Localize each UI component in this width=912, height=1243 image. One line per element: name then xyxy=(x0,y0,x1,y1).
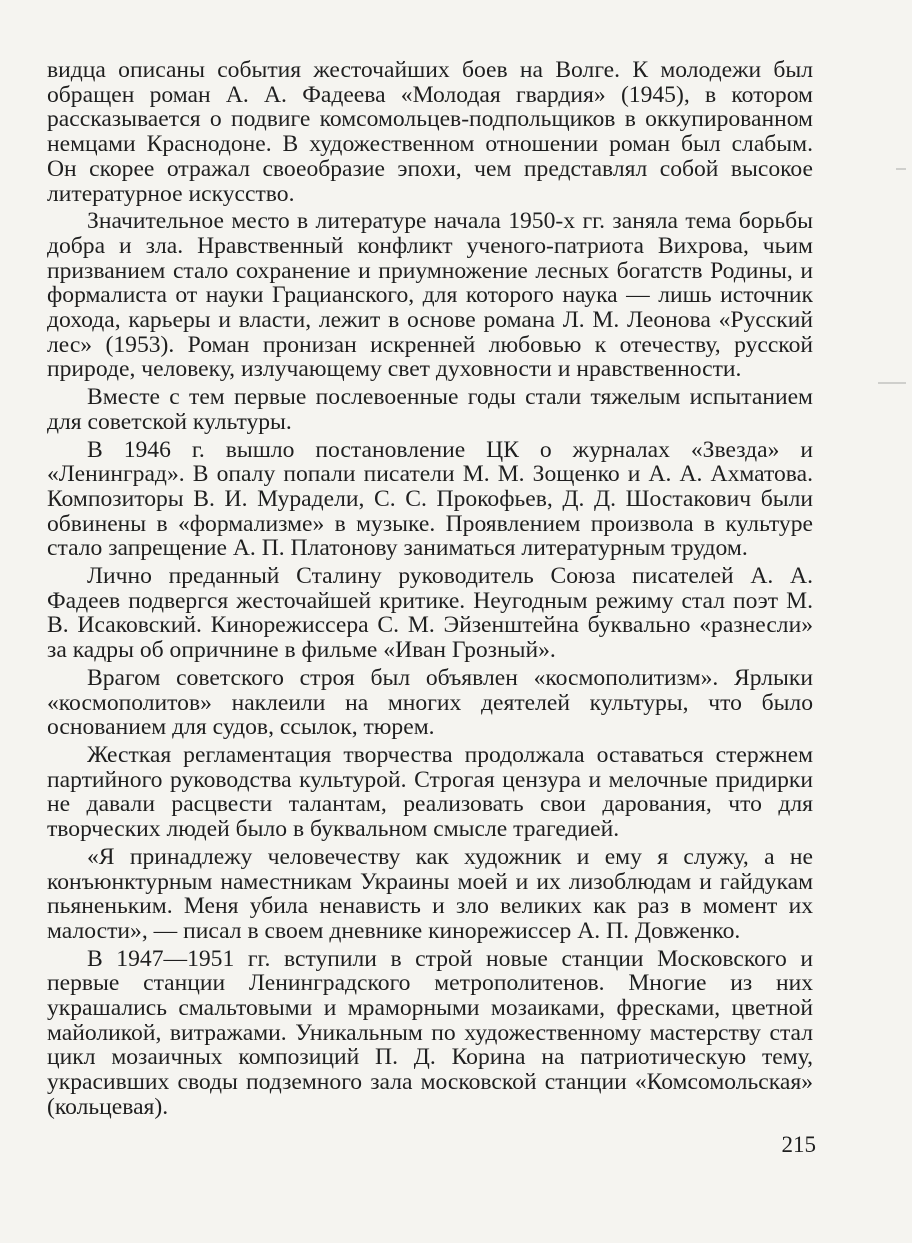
paragraph: «Я принадлежу человечеству как художник и ему я служу, а не конъюнктурным наместникам Украины моей и их лизоблюдам и гайдукам пьяненьким. Меня убила ненависть и зло великих как раз в момент их малости», — писал в своем дневнике кинорежиссер А. П. Довженко. xyxy=(47,843,813,944)
paragraph: Жесткая регламентация творчества продолжала оставаться стержнем партийного руководства культурой. Строгая цензура и мелочные придирки не давали расцвести талантам, реализовать свои дарования, что для творческих людей было в буквальном смысле трагедией. xyxy=(47,741,813,843)
paragraph: В 1947—1951 гг. вступили в строй новые станции Московского и первые станции Ленинградского метрополитенов. Многие из них украшались смальтовыми и мраморными мозаиками, фресками, цветной майоликой, витражами. Уникальным по художественному мастерству стал цикл мозаичных композиций П. Д. Корина на патриотическую тему, украсивших своды подземного зала московской станции «Комсомольская» (кольцевая). xyxy=(47,945,813,1120)
scan-mark xyxy=(878,382,906,384)
paragraph: видца описаны события жесточайших боев на Волге. К молодежи был обращен роман А. А. Фадеева «Молодая гвардия» (1945), в котором рассказывается о подвиге комсомольцев-подпольщиков в оккупированном немцами Краснодоне. В художественном отношении роман был слабым. Он скорее отражал своеобразие эпохи, чем представлял собой высокое литературное искусство. xyxy=(47,57,813,207)
paragraph: Значительное место в литературе начала 1950-х гг. заняла тема борьбы добра и зла. Нравственный конфликт ученого-патриота Вихрова, чьим призванием стало сохранение и приумножение лесных богатств Родины, и формалиста от науки Грацианского, для которого наука — лишь источник дохода, карьеры и власти, лежит в основе романа Л. М. Леонова «Русский лес» (1953). Роман пронизан искренней любовью к отечеству, русской природе, человеку, излучающему свет духовности и нравственности. xyxy=(47,208,813,383)
text-column xyxy=(47,58,813,1123)
paragraph: Врагом советского строя был объявлен «космополитизм». Ярлыки «космополитов» наклеили на многих деятелей культуры, что было основанием для судов, ссылок, тюрем. xyxy=(47,664,813,741)
scan-mark xyxy=(896,168,906,170)
paragraph: В 1946 г. вышло постановление ЦК о журналах «Звезда» и «Ленинград». В опалу попали писатели М. М. Зощенко и А. А. Ахматова. Композиторы В. И. Мурадели, С. С. Прокофьев, Д. Д. Шостакович были обвинены в «формализме» в музыке. Проявлением произвола в культуре стало запрещение А. П. Платонову заниматься литературным трудом. xyxy=(47,436,813,562)
page-number: 215 xyxy=(781,1132,816,1157)
paragraph: Лично преданный Сталину руководитель Союза писателей А. А. Фадеев подвергся жесточайшей критике. Неугодным режиму стал поэт М. В. Исаковский. Кинорежиссера С. М. Эйзенштейна буквально «разнесли» за кадры об опричнине в фильме «Иван Грозный». xyxy=(47,563,813,664)
paragraph: Вместе с тем первые послевоенные годы стали тяжелым испытанием для советской культуры. xyxy=(47,384,813,435)
